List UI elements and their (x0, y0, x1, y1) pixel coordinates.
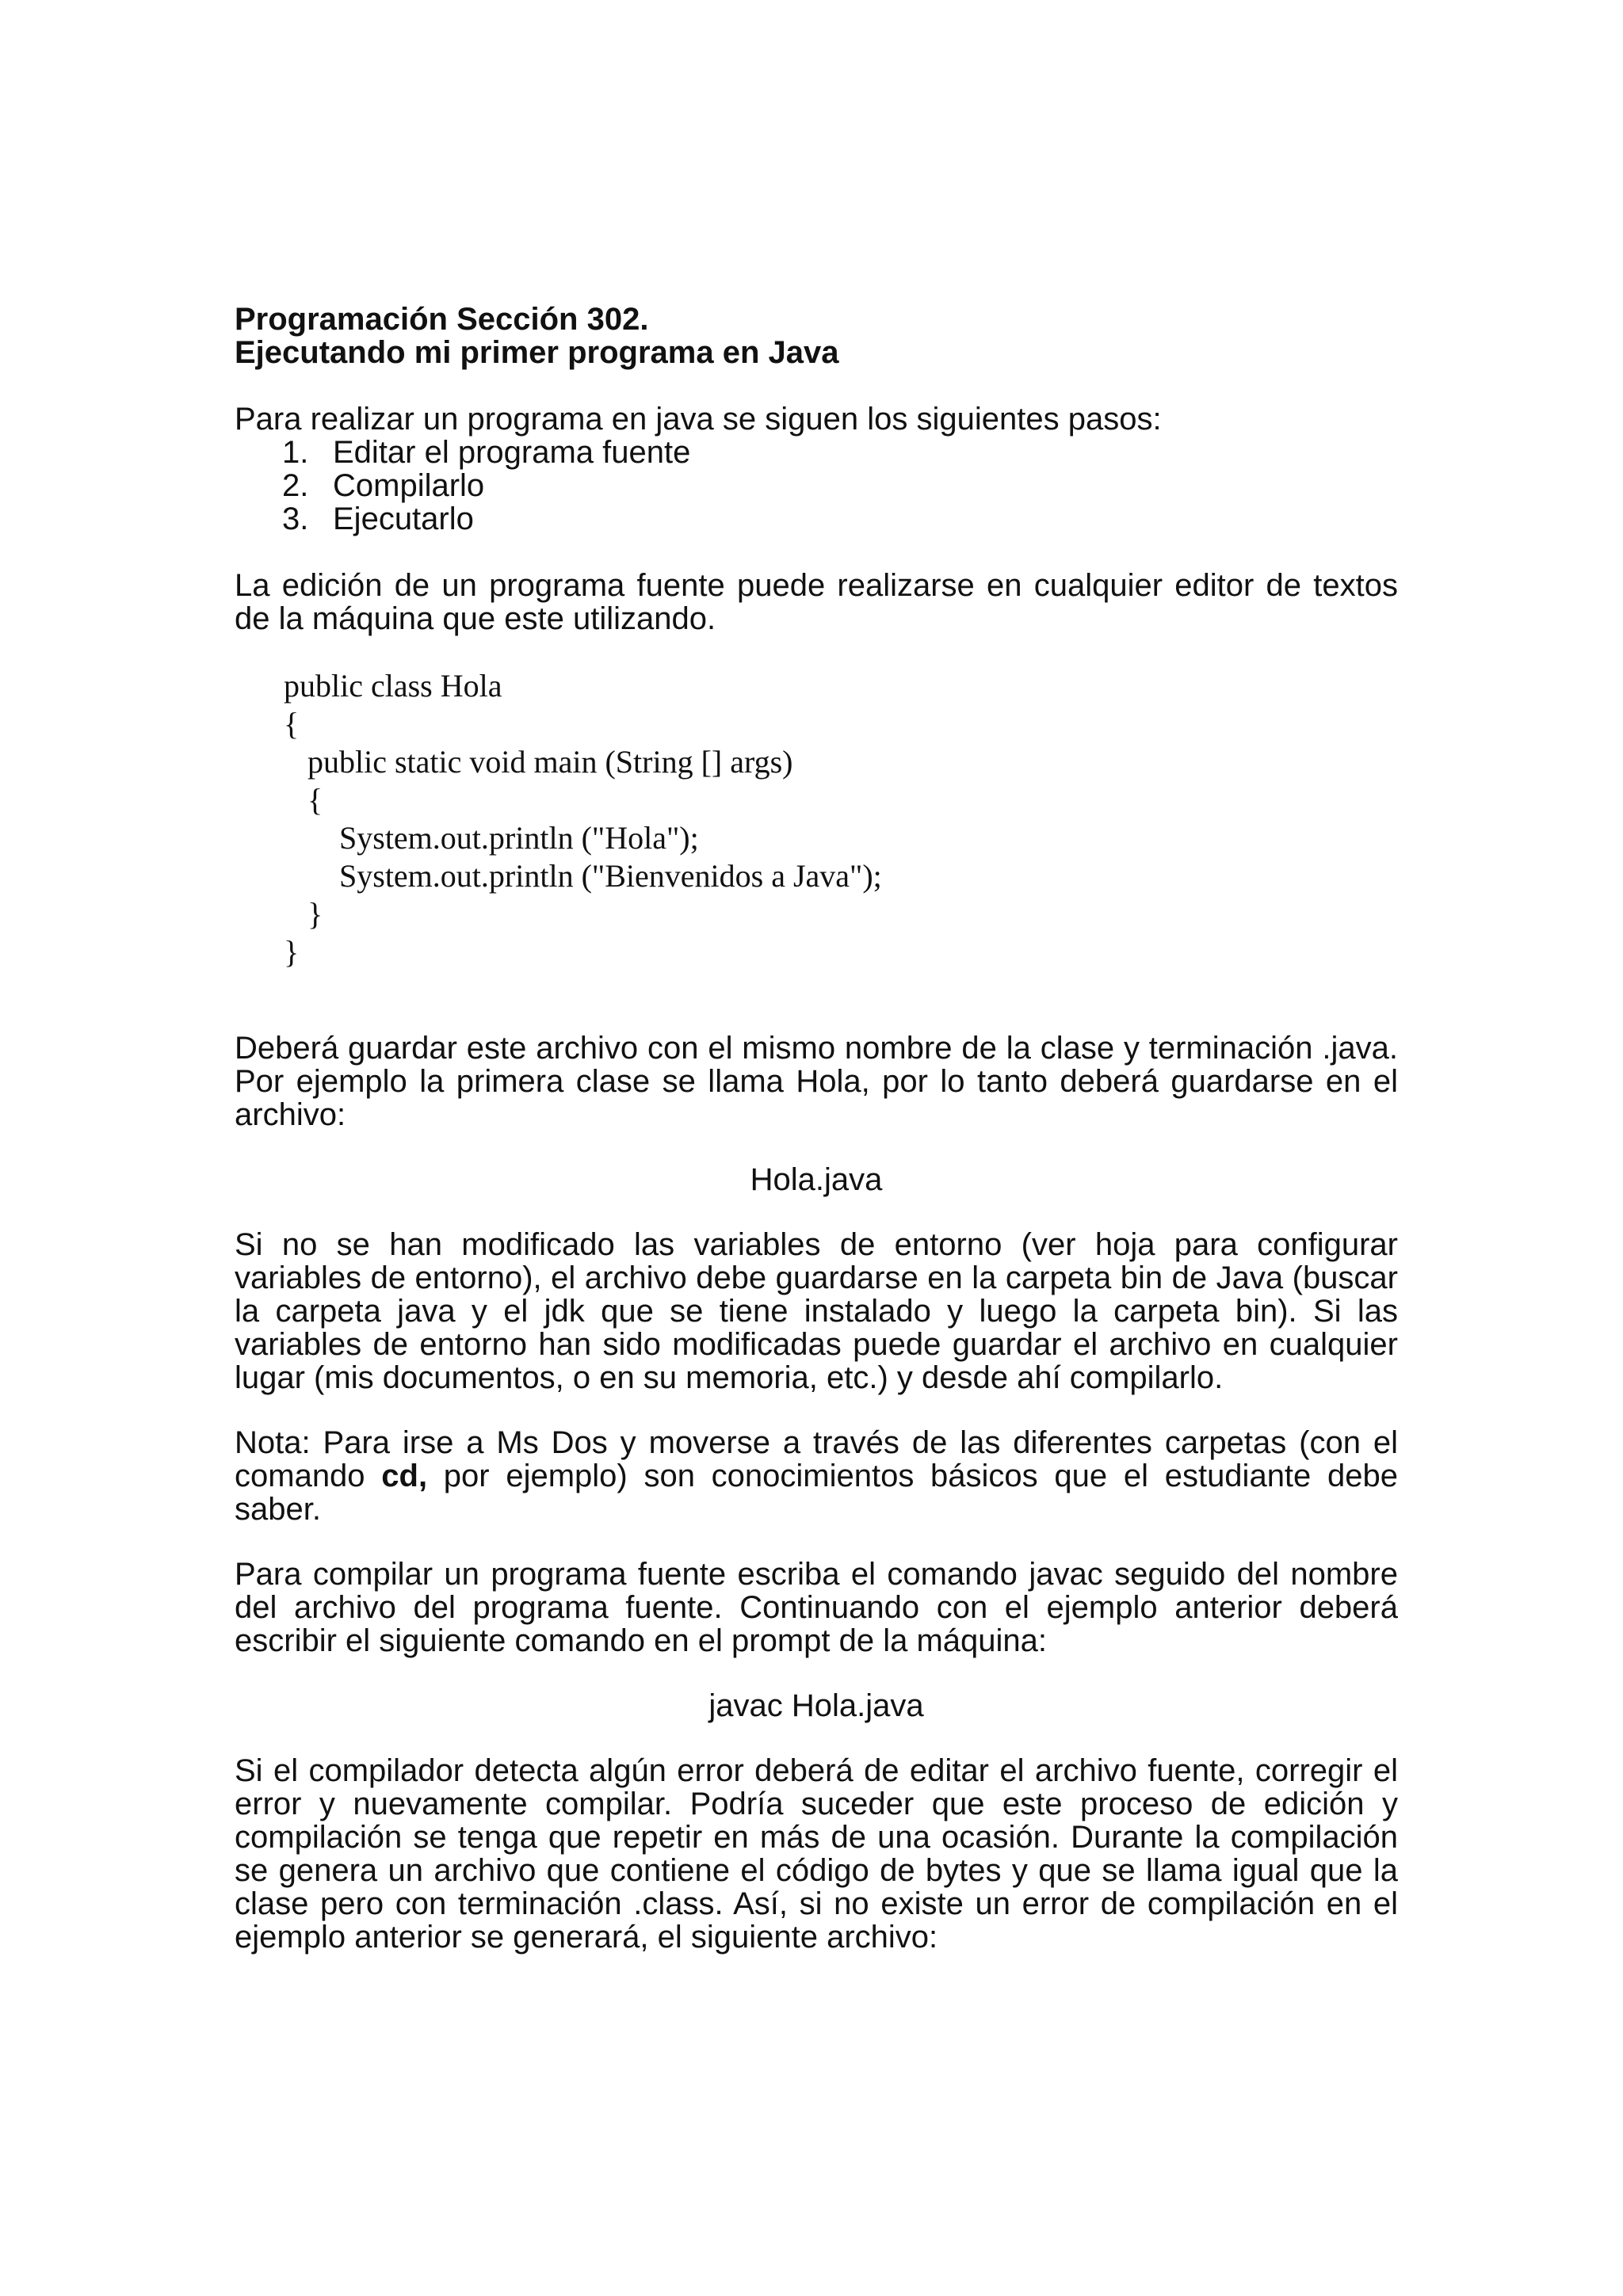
env-paragraph: Si no se han modificado las variables de entorno (ver hoja para configurar variables de entorno), el archivo debe guardarse en la carpeta bin de Java (buscar la carpeta java y el jdk que se tiene instalado y luego la carpeta bin). Si las variables de entorno han sido modificadas puede guardar el archivo en cualquier lugar (mis documentos, o en su memoria, etc.) y desde ahí compilarlo. (235, 1227, 1398, 1395)
save-paragraph: Deberá guardar este archivo con el mismo nombre de la clase y terminación .java. Por ejemplo la primera clase se llama Hola, por lo tanto deberá guardarse en el archivo: (235, 1031, 1398, 1132)
code-line: { (284, 782, 323, 818)
compile-command: javac Hola.java (708, 1688, 924, 1723)
step-item: 2. Compilarlo (282, 468, 485, 503)
code-block (284, 667, 1398, 971)
compile-paragraph: Para compilar un programa fuente escriba el comando javac seguido del nombre del archivo del programa fuente. Continuando con el ejemplo anterior deberá escribir el siguiente comando en el prompt de la máquina: (235, 1557, 1398, 1658)
note-command: cd, (381, 1459, 428, 1493)
steps-list (235, 436, 1398, 536)
edit-paragraph: La edición de un programa fuente puede realizarse en cualquier editor de textos de la máquina que este utilizando. (235, 568, 1398, 636)
code-line: System.out.println ("Bienvenidos a Java"); (284, 858, 882, 894)
code-line: public static void main (String [] args) (284, 744, 793, 780)
error-paragraph: Si el compilador detecta algún error deberá de editar el archivo fuente, corregir el error y nuevamente compilar. Podría suceder que este proceso de edición y compilación se tenga que repetir en más de una ocasión. Durante la compilación se genera un archivo que contiene el código de bytes y que se llama igual que la clase pero con terminación .class. Así, si no existe un error de compilación en el ejemplo anterior se generará, el siguiente archivo: (235, 1753, 1398, 1955)
step-item: 3. Ejecutarlo (282, 502, 474, 536)
title-line-2: Ejecutando mi primer programa en Java (235, 335, 839, 370)
document-body (235, 303, 1398, 1954)
code-line: { (284, 706, 300, 742)
intro-paragraph: Para realizar un programa en java se siguen los siguientes pasos: (235, 402, 1162, 437)
code-line: } (284, 896, 323, 932)
code-line: System.out.println ("Hola"); (284, 820, 699, 856)
step-item: 1. Editar el programa fuente (282, 435, 691, 470)
note-paragraph: Nota: Para irse a Ms Dos y moverse a través de las diferentes carpetas (con el comando cd, por ejemplo) son conocimientos básicos que el estudiante debe saber. (235, 1425, 1398, 1527)
title-line-1: Programación Sección 302. (235, 302, 649, 337)
code-line: public class Hola (284, 668, 502, 704)
filename-example: Hola.java (750, 1162, 883, 1197)
code-line: } (284, 934, 300, 970)
